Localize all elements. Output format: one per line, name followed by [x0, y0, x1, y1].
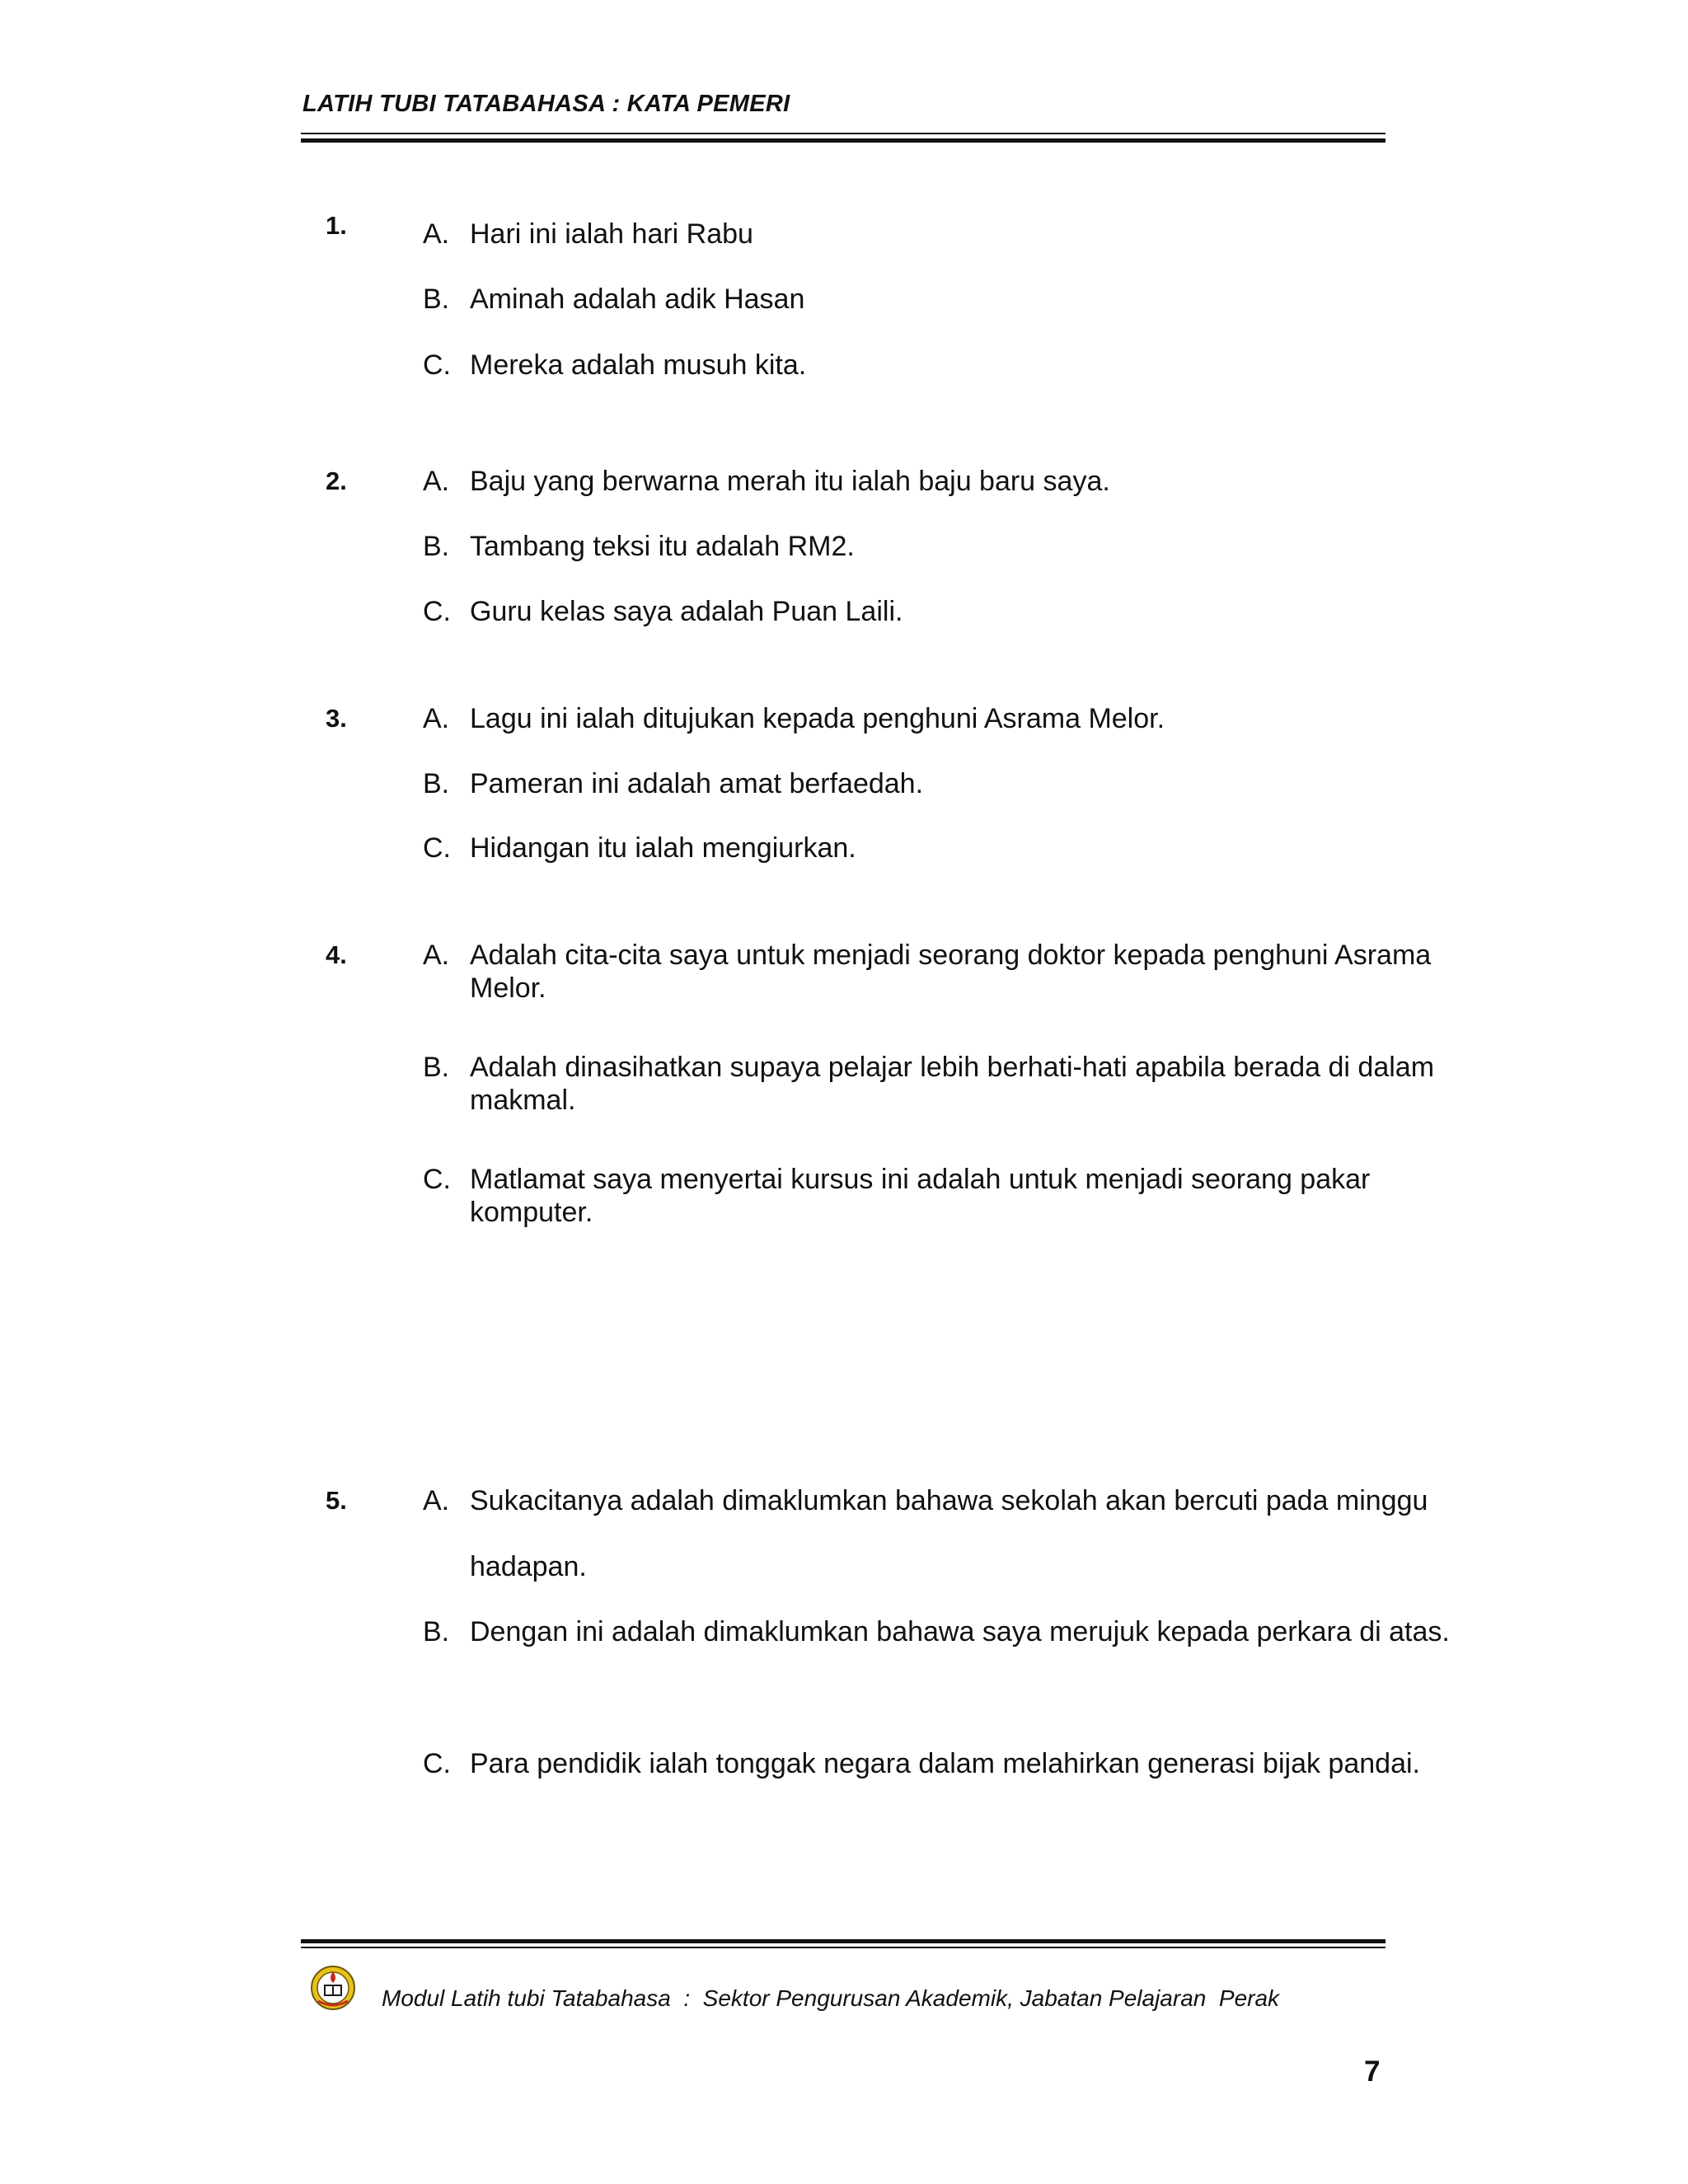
option-text: Hari ini ialah hari Rabu	[470, 218, 753, 250]
page-header-title: LATIH TUBI TATABAHASA : KATA PEMERI	[302, 91, 790, 117]
option-letter: C.	[423, 349, 451, 381]
question-number: 2.	[326, 466, 347, 495]
option-letter: C.	[423, 596, 451, 627]
option-letter: A.	[423, 218, 450, 250]
option-text: Baju yang berwarna merah itu ialah baju baru saya.	[470, 466, 1110, 497]
option-text: Dengan ini adalah dimaklumkan bahawa saya merujuk kepada perkara di atas.	[470, 1616, 1450, 1647]
option-letter: B.	[423, 531, 450, 562]
option-letter: A.	[423, 1485, 450, 1516]
question-number: 1.	[326, 211, 347, 240]
page-number: 7	[1364, 2055, 1381, 2088]
option-text: Guru kelas saya adalah Puan Laili.	[470, 596, 903, 627]
option-text: Mereka adalah musuh kita.	[470, 349, 807, 381]
question-number: 4.	[326, 940, 347, 969]
option-letter: A.	[423, 940, 450, 971]
option-letter: A.	[423, 703, 450, 734]
option-text: Lagu ini ialah ditujukan kepada penghuni Asrama Melor.	[470, 703, 1165, 734]
option-letter: B.	[423, 1616, 450, 1647]
option-text: Pameran ini adalah amat berfaedah.	[470, 768, 924, 799]
option-text: Adalah dinasihatkan supaya pelajar lebih berhati-hati apabila berada di dalam makmal.	[470, 1052, 1435, 1116]
option-letter: C.	[423, 1748, 451, 1779]
option-letter: B.	[423, 1052, 450, 1083]
option-letter: B.	[423, 284, 450, 315]
option-text: Hidangan itu ialah mengiurkan.	[470, 832, 856, 864]
option-letter: C.	[423, 832, 451, 864]
footer-rule-thick	[301, 1939, 1386, 1943]
option-letter: C.	[423, 1164, 451, 1195]
footer-module-text: Modul Latih tubi Tatabahasa : Sektor Pengurusan Akademik, Jabatan Pelajaran Perak	[382, 1985, 1280, 2011]
header-rule-thick	[301, 138, 1386, 143]
option-letter: B.	[423, 768, 450, 799]
footer-rule-thin	[301, 1947, 1386, 1948]
question-number: 5.	[326, 1486, 347, 1515]
option-text: Sukacitanya adalah dimaklumkan bahawa sekolah akan bercuti pada minggu hadapan.	[470, 1485, 1428, 1582]
option-text: Matlamat saya menyertai kursus ini adalah untuk menjadi seorang pakar komputer.	[470, 1164, 1371, 1228]
option-text: Tambang teksi itu adalah RM2.	[470, 531, 855, 562]
state-education-crest-icon	[310, 1965, 356, 2011]
option-letter: A.	[423, 466, 450, 497]
option-text: Aminah adalah adik Hasan	[470, 284, 805, 315]
question-number: 3.	[326, 704, 347, 733]
header-rule-thin	[301, 133, 1386, 134]
option-text: Para pendidik ialah tonggak negara dalam melahirkan generasi bijak pandai.	[470, 1748, 1420, 1779]
option-text: Adalah cita-cita saya untuk menjadi seorang doktor kepada penghuni Asrama Melor.	[470, 940, 1432, 1004]
